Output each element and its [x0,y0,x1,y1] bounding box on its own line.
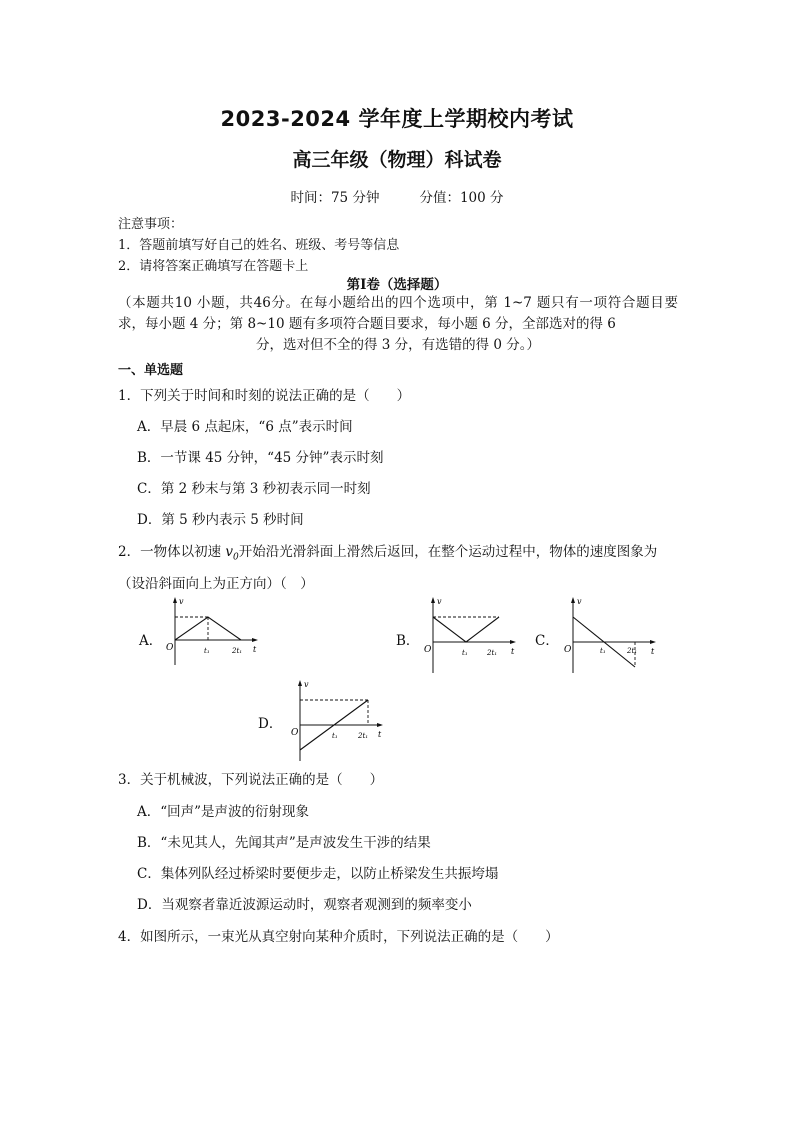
section-title: 第Ⅰ卷（选择题） [346,277,448,293]
graph-b-t2: 2t₁ [487,649,498,657]
question-4-stem: 4．如图所示，一束光从真空射向某种介质时，下列说法正确的是（ ） [118,929,559,945]
graph-a-t-label: t [253,645,257,654]
section-instructions [118,293,678,356]
question-1-option-c: C．第 2 秒末与第 3 秒初表示同一时刻 [137,481,371,497]
notice-item-1: 1．答题前填写好自己的姓名、班级、考号等信息 [118,238,400,253]
graph-b-t1: t₁ [462,649,468,657]
notice-heading: 注意事项： [118,217,184,232]
graph-b-v-label: v [437,597,442,606]
question-1-option-b: B．一节课 45 分钟，“45 分钟”表示时刻 [137,450,384,466]
graph-option-b-label: B． [396,633,420,649]
graph-option-a-label: A． [139,633,163,649]
graph-a-t2: 2t₁ [232,647,243,655]
graph-a-t1: t₁ [204,647,210,655]
question-1-option-a: A．早晨 6 点起床，“6 点”表示时间 [137,419,353,435]
graph-b-t-label: t [511,647,515,656]
graph-b [421,595,521,675]
question-1-stem: 1．下列关于时间和时刻的说法正确的是（ ） [118,388,411,404]
graph-c-t2: 2t₁ [627,647,638,655]
graph-d-t2: 2t₁ [358,732,369,740]
graph-option-d-label: D． [258,716,283,732]
question-1-option-d: D．第 5 秒内表示 5 秒时间 [137,512,304,528]
instructions-last: 分，选对但不全的得 3 分，有选错的得 0 分。） [255,337,541,353]
v0-variable: $v_0$ [225,544,239,563]
score-label: 分值：100 分 [419,190,504,206]
graph-d-t1: t₁ [332,732,338,740]
graph-d-v-label: v [304,680,309,689]
graph-d-origin: O [291,728,299,738]
exam-meta [0,186,794,206]
graph-b-origin: O [424,645,432,655]
part-label: 一、单选题 [118,363,184,378]
question-2-stem-line1: 2．一物体以初速 $v_0$开始沿光滑斜面上滑然后返回，在整个运动过程中，物体的速度图象为 [118,544,658,563]
notice-item-2: 2．请将答案正确填写在答题卡上 [118,259,309,274]
graph-a-v-label: v [179,597,184,606]
graph-c-v-label: v [577,597,582,606]
graph-a-origin: O [166,643,174,653]
question-3-option-c: C．集体列队经过桥梁时要便步走，以防止桥梁发生共振垮塌 [137,866,499,882]
question-3-stem: 3．关于机械波，下列说法正确的是（ ） [118,772,384,788]
graph-c [561,595,661,675]
graph-c-t1: t₁ [600,647,606,655]
question-3-option-b: B．“未见其人，先闻其声”是声波发生干涉的结果 [137,835,431,851]
question-3-option-d: D．当观察者靠近波源运动时，观察者观测到的频率变小 [137,897,472,913]
graph-d-t-label: t [378,730,382,739]
question-2-stem-line2: （设沿斜面向上为正方向）（ ） [118,576,314,592]
graph-c-t-label: t [651,647,655,656]
graph-c-origin: O [564,645,572,655]
question-3-option-a: A．“回声”是声波的衍射现象 [137,804,310,820]
time-label: 时间：75 分钟 [290,190,380,206]
instructions-main: （本题共10 小题，共46分。在每小题给出的四个选项中，第 1~7 题只有一项符合题目要求，每小题 4 分；第 8~10 题有多项符合题目要求，每小题 6 分，全部选对的得 6 [118,295,678,332]
graph-a [163,595,263,667]
exam-subtitle: 高三年级（物理）科试卷 [292,149,502,171]
exam-title: 2023-2024 学年度上学期校内考试 [220,107,574,131]
graph-d [288,678,388,763]
graph-option-c-label: C． [535,633,559,649]
